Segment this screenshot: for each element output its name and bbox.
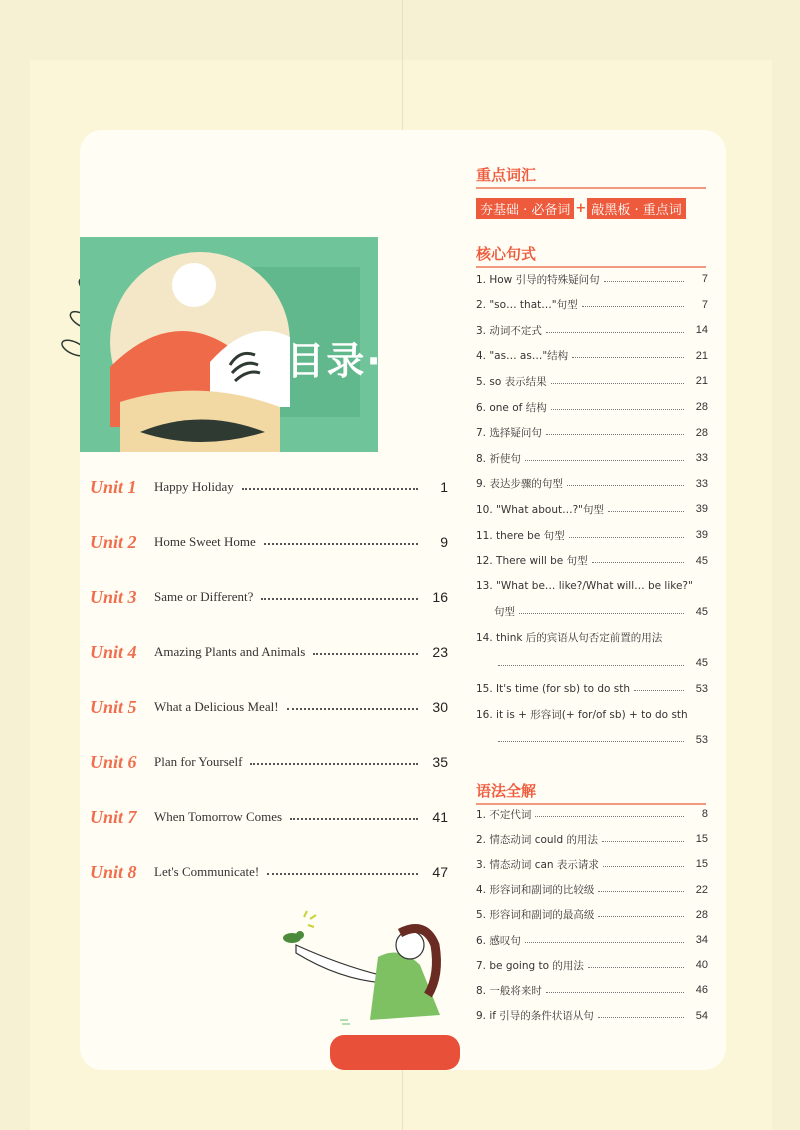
toc-page: 21: [695, 349, 708, 362]
toc-page: 53: [695, 733, 708, 746]
sentences-row[interactable]: [476, 399, 708, 415]
toc-page: 45: [695, 605, 708, 618]
toc-page: 28: [695, 908, 708, 921]
grammar-row[interactable]: [476, 856, 708, 872]
leader-dots: [264, 543, 418, 545]
toc-text: 4. 形容词和副词的比较级: [476, 884, 595, 897]
toc-text: 8. 祈使句: [476, 452, 521, 465]
grammar-heading: 语法全解: [476, 780, 706, 805]
toc-text: 1. How 引导的特殊疑问句: [476, 273, 600, 286]
unit-row[interactable]: [90, 637, 448, 667]
sentences-heading: 核心句式: [476, 243, 706, 268]
grammar-row[interactable]: [476, 882, 708, 898]
sentences-row[interactable]: [476, 348, 708, 364]
toc-page: 28: [695, 426, 708, 439]
leader-dots: [598, 916, 684, 917]
toc-text: 5. 形容词和副词的最高级: [476, 909, 595, 922]
toc-text: 6. one of 结构: [476, 401, 547, 414]
toc-text: 1. 不定代词: [476, 808, 532, 821]
toc-text: 4. "as… as…"结构: [476, 350, 569, 363]
unit-row[interactable]: [90, 692, 448, 722]
unit-title: What a Delicious Meal!: [154, 699, 279, 714]
toc-page: 28: [695, 401, 708, 413]
toc-text: 5. so 表示结果: [476, 375, 547, 388]
unit-page: 1: [440, 479, 448, 495]
unit-label: Unit 2: [90, 531, 137, 552]
unit-label: Unit 4: [90, 641, 137, 662]
toc-text: 6. 感叹句: [476, 934, 521, 947]
plus-icon: +: [575, 200, 587, 216]
leader-dots: [608, 511, 684, 512]
sentences-row[interactable]: [476, 578, 708, 594]
toc-page: 33: [695, 477, 708, 490]
toc-page: 33: [695, 452, 708, 465]
sentences-row[interactable]: [476, 297, 708, 313]
sentences-row[interactable]: [476, 425, 708, 441]
toc-page: 7: [701, 298, 708, 311]
leader-dots: [603, 866, 684, 867]
unit-label: Unit 5: [90, 696, 137, 717]
sentences-row[interactable]: [476, 553, 708, 569]
toc-text: 14. think 后的宾语从句否定前置的用法: [476, 631, 663, 644]
toc-text: 2. 情态动词 could 的用法: [476, 833, 598, 846]
unit-title: Amazing Plants and Animals: [154, 644, 306, 659]
leader-dots: [598, 1017, 684, 1018]
unit-row[interactable]: [90, 582, 448, 612]
grammar-row[interactable]: [476, 932, 708, 948]
unit-title: When Tomorrow Comes: [154, 809, 283, 824]
unit-row[interactable]: [90, 857, 448, 887]
unit-row[interactable]: [90, 802, 448, 832]
sentences-row[interactable]: [476, 732, 708, 748]
leader-dots: [634, 690, 684, 691]
toc-text: 7. 选择疑问句: [476, 427, 542, 440]
unit-title: Happy Holiday: [154, 479, 234, 494]
unit-label: Unit 1: [90, 476, 137, 497]
toc-text: 8. 一般将来时: [476, 984, 542, 997]
unit-title: Same or Different?: [154, 589, 254, 604]
toc-text: 15. It's time (for sb) to do sth: [476, 682, 630, 695]
toc-text: 12. There will be 句型: [476, 555, 588, 568]
toc-text: 11. there be 句型: [476, 529, 565, 542]
grammar-row[interactable]: [476, 907, 708, 923]
toc-text: 16. it is + 形容词(+ for/of sb) + to do sth: [476, 708, 688, 721]
leader-dots: [535, 816, 684, 817]
vocab-banner-right: 敲黑板 · 重点词: [587, 198, 685, 219]
unit-page: 16: [432, 589, 448, 605]
sentences-row[interactable]: [476, 706, 708, 722]
leader-dots: [525, 460, 684, 461]
leader-dots: [519, 613, 684, 614]
sentences-row[interactable]: [476, 271, 708, 287]
sentences-row[interactable]: [476, 681, 708, 697]
leader-dots: [261, 598, 418, 600]
leader-dots: [313, 653, 418, 655]
leader-dots: [287, 708, 418, 710]
unit-row[interactable]: [90, 747, 448, 777]
unit-label: Unit 7: [90, 806, 137, 827]
leader-dots: [592, 562, 684, 563]
toc-page: 22: [695, 883, 708, 896]
unit-label: Unit 8: [90, 861, 137, 882]
vocab-banner-left: 夯基础 · 必备词: [476, 198, 574, 219]
toc-text: 2. "so… that…"句型: [476, 299, 578, 312]
unit-title: Plan for Yourself: [154, 754, 243, 769]
unit-page: 30: [432, 699, 448, 715]
toc-page: 7: [701, 273, 708, 285]
toc-text: 13. "What be… like?/What will… be like?": [476, 580, 693, 593]
sentences-row[interactable]: [476, 629, 708, 645]
leader-dots: [250, 763, 418, 765]
page-title: ·目录·: [270, 339, 383, 383]
leader-dots: [604, 281, 684, 282]
unit-row[interactable]: [90, 472, 448, 502]
unit-page: 35: [432, 754, 448, 770]
unit-title: Home Sweet Home: [154, 534, 256, 549]
leader-dots: [267, 873, 418, 875]
leader-dots: [498, 741, 684, 742]
grammar-row[interactable]: [476, 957, 708, 973]
unit-page: 9: [440, 534, 448, 550]
toc-page: 53: [695, 682, 708, 695]
vocab-heading: 重点词汇: [476, 164, 706, 189]
leader-dots: [525, 942, 684, 943]
sentences-row[interactable]: [476, 501, 708, 517]
toc-page: 15: [695, 833, 708, 846]
leader-dots: [546, 332, 684, 333]
toc-text: 10. "What about…?"句型: [476, 503, 604, 516]
toc-page: 46: [695, 984, 708, 997]
leader-dots: [551, 409, 684, 410]
toc-page: 8: [701, 808, 708, 820]
leader-dots: [290, 818, 418, 820]
leader-dots: [546, 434, 684, 435]
leader-dots: [582, 306, 684, 307]
unit-page: 41: [432, 809, 448, 825]
unit-title: Let's Communicate!: [154, 864, 260, 879]
leader-dots: [546, 992, 684, 993]
grammar-row[interactable]: [476, 831, 708, 847]
toc-page: 21: [695, 375, 708, 388]
toc-page: 34: [695, 934, 708, 946]
toc-page: 40: [695, 959, 708, 972]
leader-dots: [569, 537, 684, 538]
toc-text: 7. be going to 的用法: [476, 959, 584, 972]
toc-text: 9. if 引导的条件状语从句: [476, 1010, 594, 1023]
grammar-row[interactable]: [476, 1008, 708, 1024]
leader-dots: [598, 891, 684, 892]
sentences-row[interactable]: [476, 322, 708, 338]
toc-page: 39: [695, 529, 708, 541]
girl-bird-illustration: [260, 905, 470, 1070]
sentences-row[interactable]: [476, 373, 708, 389]
toc-page: 14: [695, 324, 708, 337]
unit-row[interactable]: [90, 527, 448, 557]
toc-text: 3. 情态动词 can 表示请求: [476, 858, 599, 871]
sentences-row[interactable]: [476, 450, 708, 466]
leader-dots: [567, 485, 684, 486]
sentences-row[interactable]: [476, 527, 708, 543]
leader-dots: [242, 488, 418, 490]
unit-page: 23: [432, 644, 448, 660]
unit-label: Unit 6: [90, 751, 137, 772]
toc-text: 3. 动词不定式: [476, 324, 542, 337]
toc-page: 15: [695, 858, 708, 871]
sentences-row[interactable]: [476, 655, 708, 671]
leader-dots: [602, 841, 684, 842]
toc-page: 45: [695, 554, 708, 567]
toc-text: 句型: [494, 606, 515, 619]
leader-dots: [498, 665, 684, 666]
toc-text: 9. 表达步骤的句型: [476, 478, 563, 491]
toc-page: 54: [695, 1009, 708, 1022]
unit-page: 47: [432, 864, 448, 880]
leader-dots: [588, 967, 684, 968]
toc-page: 39: [695, 503, 708, 516]
sentences-row[interactable]: [476, 604, 708, 620]
toc-page: 45: [695, 657, 708, 669]
leader-dots: [551, 383, 684, 384]
sentences-row[interactable]: [476, 476, 708, 492]
grammar-row[interactable]: [476, 982, 708, 998]
leader-dots: [572, 357, 684, 358]
unit-label: Unit 3: [90, 586, 137, 607]
vocab-banner: [476, 198, 686, 218]
grammar-row[interactable]: [476, 806, 708, 822]
